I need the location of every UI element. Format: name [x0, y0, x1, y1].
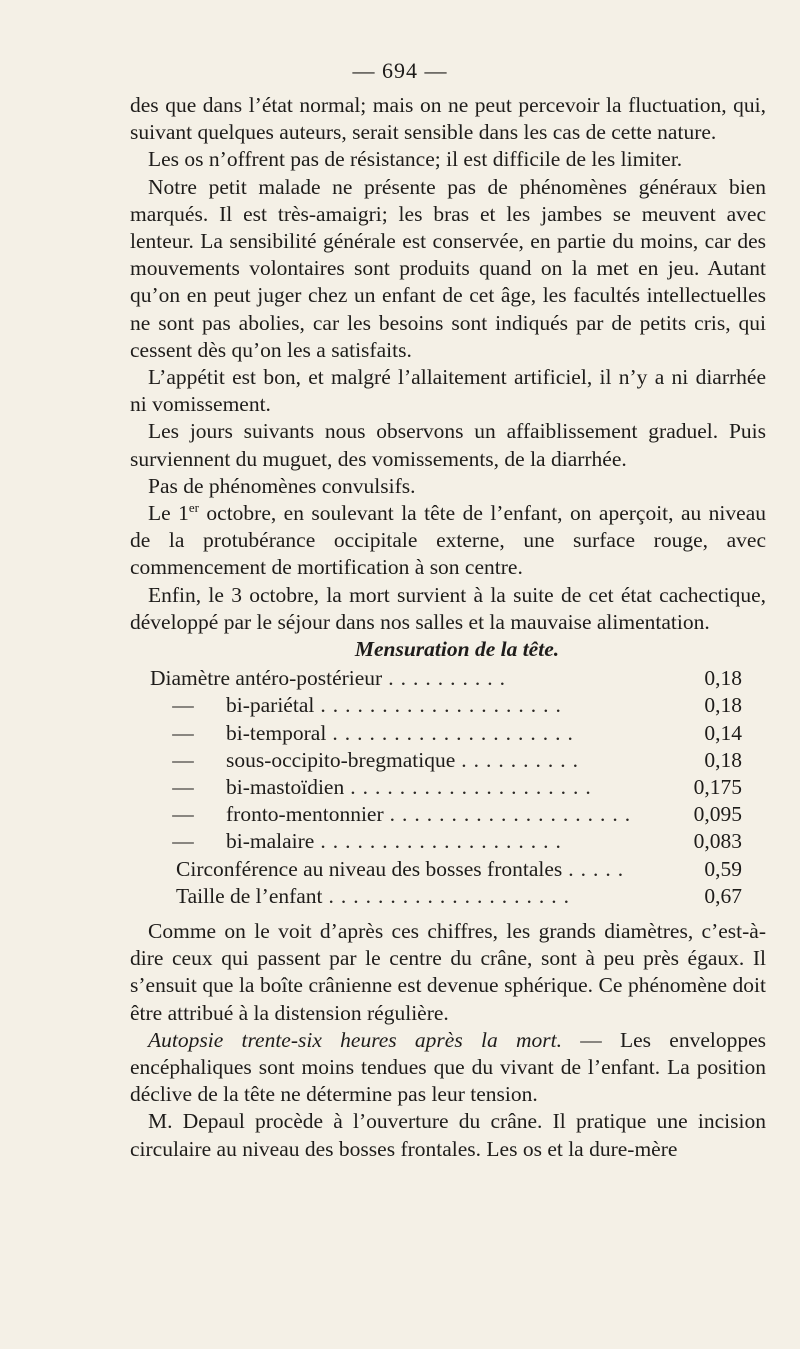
paragraph: Les os n’offrent pas de résistance; il est difficile de les limiter.	[148, 147, 683, 172]
paragraph: Les jours suivants nous observons un affaiblissement graduel. Puis surviennent du muguet, des vomissements, de la diarrhée.	[130, 419, 766, 471]
mensuration-row: — bi-mastoïdien .................... 0,175	[172, 775, 742, 800]
mensuration-row: Circonférence au niveau des bosses frontales ..... 0,59	[176, 856, 742, 881]
paragraph: Enfin, le 3 octobre, la mort survient à la suite de cet état cachectique, développé par le séjour dans nos salles et la mauvaise alimentation.	[130, 582, 766, 634]
mensuration-row: — bi-pariétal .................... 0,18	[172, 693, 742, 718]
mensuration-row: — fronto-mentonnier .................... 0,095	[172, 802, 742, 827]
paragraph: Comme on le voit d’après ces chiffres, les grands diamètres, c’est-à-dire ceux qui passent par le centre du crâne, sont à peu près égaux. Il s’ensuit que la boîte crânienne est devenue sphérique. Ce phénomène doit être attribué à la distension régulière.	[130, 918, 766, 1025]
paragraph: M. Depaul procède à l’ouverture du crâne. Il pratique une incision circulaire au niveau des bosses frontales. Les os et la dure-mère	[130, 1109, 766, 1161]
mensuration-table	[130, 665, 766, 910]
paragraph: Le 1er octobre, en soulevant la tête de l’enfant, on aperçoit, au niveau de la protubérance occipitale externe, une surface rouge, avec commencement de mortification à son centre.	[130, 499, 766, 580]
paragraph: Autopsie trente-six heures après la mort. — Les enveloppes encéphaliques sont moins tendues que du vivant de l’enfant. La position déclive de la tête ne détermine pas leur tension.	[130, 1027, 766, 1107]
mensuration-row: Diamètre antéro-postérieur .......... 0,18	[150, 666, 742, 691]
mensuration-row: — sous-occipito-bregmatique .......... 0,18	[172, 747, 742, 772]
mensuration-row: — bi-temporal .................... 0,14	[172, 720, 742, 745]
page-body	[130, 92, 766, 1163]
paragraph: des que dans l’état normal; mais on ne peut percevoir la fluctuation, qui, suivant quelques auteurs, serait sensible dans les cas de cette nature.	[130, 93, 766, 145]
mensuration-row: Taille de l’enfant .................... 0,67	[176, 883, 742, 908]
paragraph: Notre petit malade ne présente pas de phénomènes généraux bien marqués. Il est très-amaigri; les bras et les jambes se meuvent avec lenteur. La sensibilité générale est conservée, en partie du moins, car des mouvements volontaires sont produits quand on la met en jeu. Autant qu’on en peut juger chez un enfant de cet âge, les facultés intellectuelles ne sont pas abolies, car les besoins sont indiqués par de petits cris, qui cessent dès qu’on les a satisfaits.	[130, 174, 766, 362]
mensuration-title: Mensuration de la tête.	[354, 637, 560, 662]
paragraph: L’appétit est bon, et malgré l’allaitement artificiel, il n’y a ni diarrhée ni vomissement.	[130, 365, 766, 417]
mensuration-row: — bi-malaire .................... 0,083	[172, 829, 742, 854]
paragraph: Pas de phénomènes convulsifs.	[148, 473, 416, 498]
page-number: — 694 —	[352, 58, 448, 83]
